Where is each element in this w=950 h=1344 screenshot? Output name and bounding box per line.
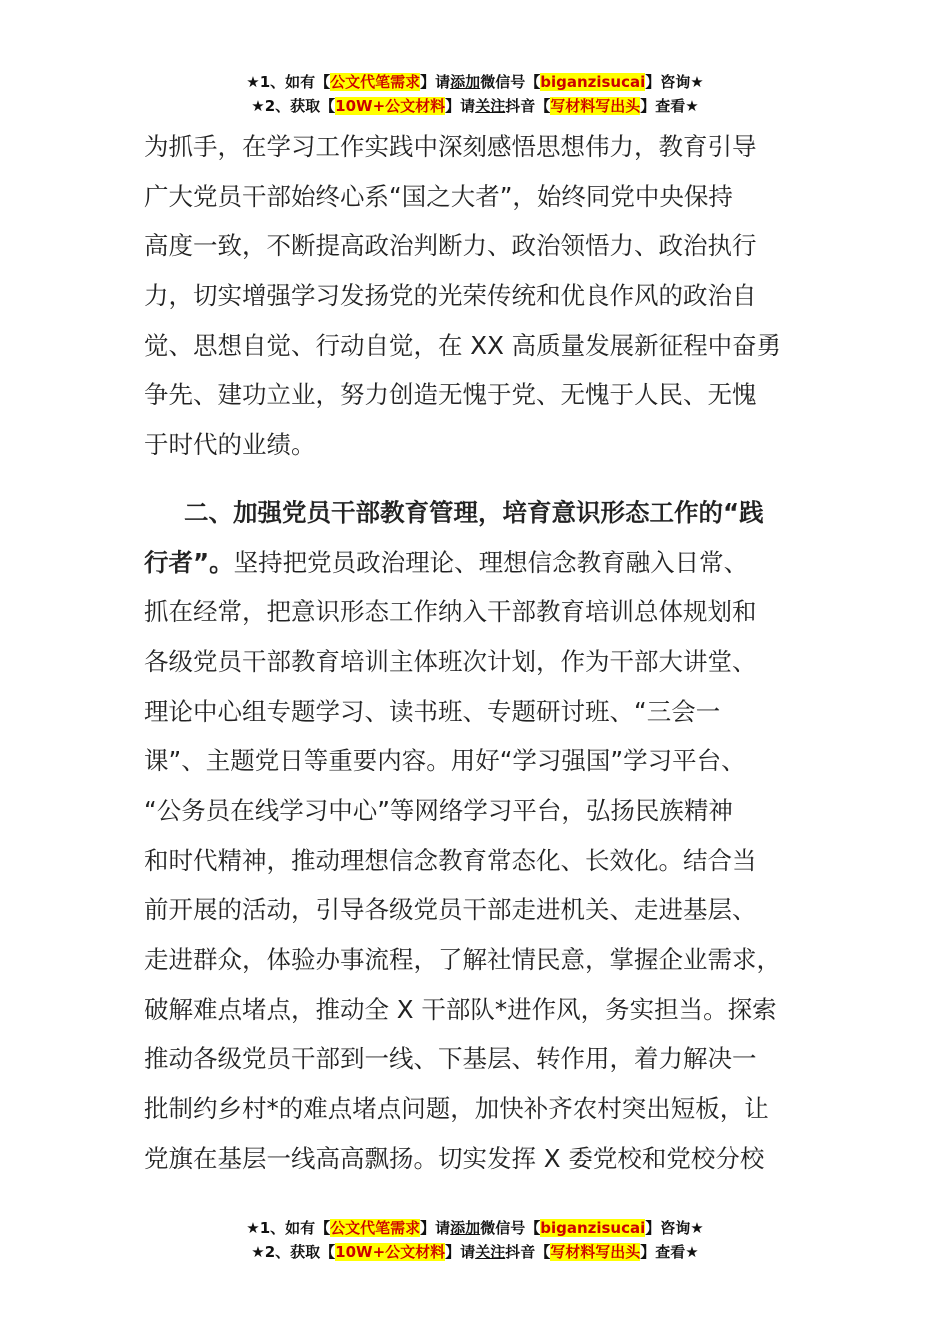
text-line: 前开展的活动，引导各级党员干部走进机关、走进基层、 bbox=[144, 895, 757, 925]
text-line: 高度一致，不断提高政治判断力、政治领悟力、政治执行 bbox=[144, 231, 757, 261]
underlined-text: 关注 bbox=[475, 97, 506, 115]
text-line bbox=[144, 538, 809, 588]
star-icon: ★ bbox=[685, 1243, 699, 1261]
highlight-text: 公文代笔需求 bbox=[330, 1219, 421, 1237]
text-span: 坚持把党员政治理论、理想信念教育融入日常、 bbox=[233, 547, 749, 577]
banner-text: 2、获取【 bbox=[264, 97, 336, 115]
banner-text: 1、如有【 bbox=[259, 1219, 331, 1237]
document-body bbox=[144, 122, 809, 1183]
section-heading-end: 行者”。 bbox=[144, 547, 234, 577]
text-line: 抓在经常，把意识形态工作纳入干部教育培训总体规划和 bbox=[144, 597, 757, 627]
star-icon: ★ bbox=[690, 73, 704, 91]
text-line: 各级党员干部教育培训主体班次计划，作为干部大讲堂、 bbox=[144, 646, 757, 676]
banner-text: 】查看 bbox=[640, 1243, 686, 1261]
banner-text: 】请 bbox=[420, 1219, 451, 1237]
underlined-text: 添加 bbox=[450, 1219, 481, 1237]
highlight-text: 写材料写出头 bbox=[550, 1243, 641, 1261]
banner-text: 微信号【 bbox=[480, 73, 541, 91]
text-line: 争先、建功立业，努力创造无愧于党、无愧于人民、无愧 bbox=[144, 380, 757, 410]
star-icon: ★ bbox=[251, 97, 265, 115]
banner-text: 】咨询 bbox=[645, 1219, 691, 1237]
text-line: 为抓手，在学习工作实践中深刻感悟思想伟力，教育引导 bbox=[144, 132, 757, 161]
highlight-text: 10W+公文材料 bbox=[335, 1243, 446, 1261]
banner-text: 抖音【 bbox=[505, 97, 551, 115]
text-line: 力，切实增强学习发扬党的光荣传统和优良作风的政治自 bbox=[144, 281, 757, 311]
banner-text: 1、如有【 bbox=[259, 73, 331, 91]
banner-line-1 bbox=[0, 1216, 950, 1240]
section-heading: 二、加强党员干部教育管理，培育意识形态工作的“践 bbox=[184, 497, 764, 527]
highlight-text: biganzisucai bbox=[540, 73, 646, 91]
banner-text: 微信号【 bbox=[480, 1219, 541, 1237]
banner-text: 2、获取【 bbox=[264, 1243, 336, 1261]
text-line: 走进群众，体验办事流程，了解社情民意，掌握企业需求， bbox=[144, 945, 781, 974]
highlight-text: 10W+公文材料 bbox=[335, 97, 446, 115]
banner-text: 抖音【 bbox=[505, 1243, 551, 1261]
banner-text: 】查看 bbox=[640, 97, 686, 115]
star-icon: ★ bbox=[246, 1219, 260, 1237]
text-line: 破解难点堵点，推动全 X 干部队*进作风，务实担当。探索 bbox=[144, 994, 777, 1024]
banner-text: 】请 bbox=[420, 73, 451, 91]
paragraph-1 bbox=[144, 122, 809, 470]
text-line: 觉、思想自觉、行动自觉，在 XX 高质量发展新征程中奋勇 bbox=[144, 330, 782, 360]
text-line: 课”、主题党日等重要内容。用好“学习强国”学习平台、 bbox=[144, 746, 746, 776]
banner-line-2 bbox=[0, 94, 950, 118]
highlight-text: biganzisucai bbox=[540, 1219, 646, 1237]
footer-banner bbox=[0, 1216, 950, 1264]
banner-text: 】咨询 bbox=[645, 73, 691, 91]
underlined-text: 添加 bbox=[450, 73, 481, 91]
banner-text: 】请 bbox=[445, 1243, 476, 1261]
banner-line-1 bbox=[0, 70, 950, 94]
text-line: 广大党员干部始终心系“国之大者”，始终同党中央保持 bbox=[144, 181, 733, 211]
banner-text: 】请 bbox=[445, 97, 476, 115]
paragraph-2 bbox=[144, 488, 809, 1184]
text-line: 批制约乡村*的难点堵点问题，加快补齐农村突出短板，让 bbox=[144, 1094, 769, 1124]
header-banner bbox=[0, 70, 950, 118]
highlight-text: 公文代笔需求 bbox=[330, 73, 421, 91]
text-line: 于时代的业绩。 bbox=[144, 430, 316, 460]
text-line: 党旗在基层一线高高飘扬。切实发挥 X 委党校和党校分校 bbox=[144, 1143, 765, 1173]
paragraph-gap bbox=[144, 470, 809, 488]
text-line: 和时代精神，推动理想信念教育常态化、长效化。结合当 bbox=[144, 845, 757, 875]
star-icon: ★ bbox=[690, 1219, 704, 1237]
banner-line-2 bbox=[0, 1240, 950, 1264]
star-icon: ★ bbox=[251, 1243, 265, 1261]
highlight-text: 写材料写出头 bbox=[550, 97, 641, 115]
star-icon: ★ bbox=[685, 97, 699, 115]
text-line: “公务员在线学习中心”等网络学习平台，弘扬民族精神 bbox=[144, 795, 733, 825]
text-line: 推动各级党员干部到一线、下基层、转作用，着力解决一 bbox=[144, 1044, 757, 1074]
text-line: 理论中心组专题学习、读书班、专题研讨班、“三会一 bbox=[144, 696, 721, 726]
star-icon: ★ bbox=[246, 73, 260, 91]
underlined-text: 关注 bbox=[475, 1243, 506, 1261]
